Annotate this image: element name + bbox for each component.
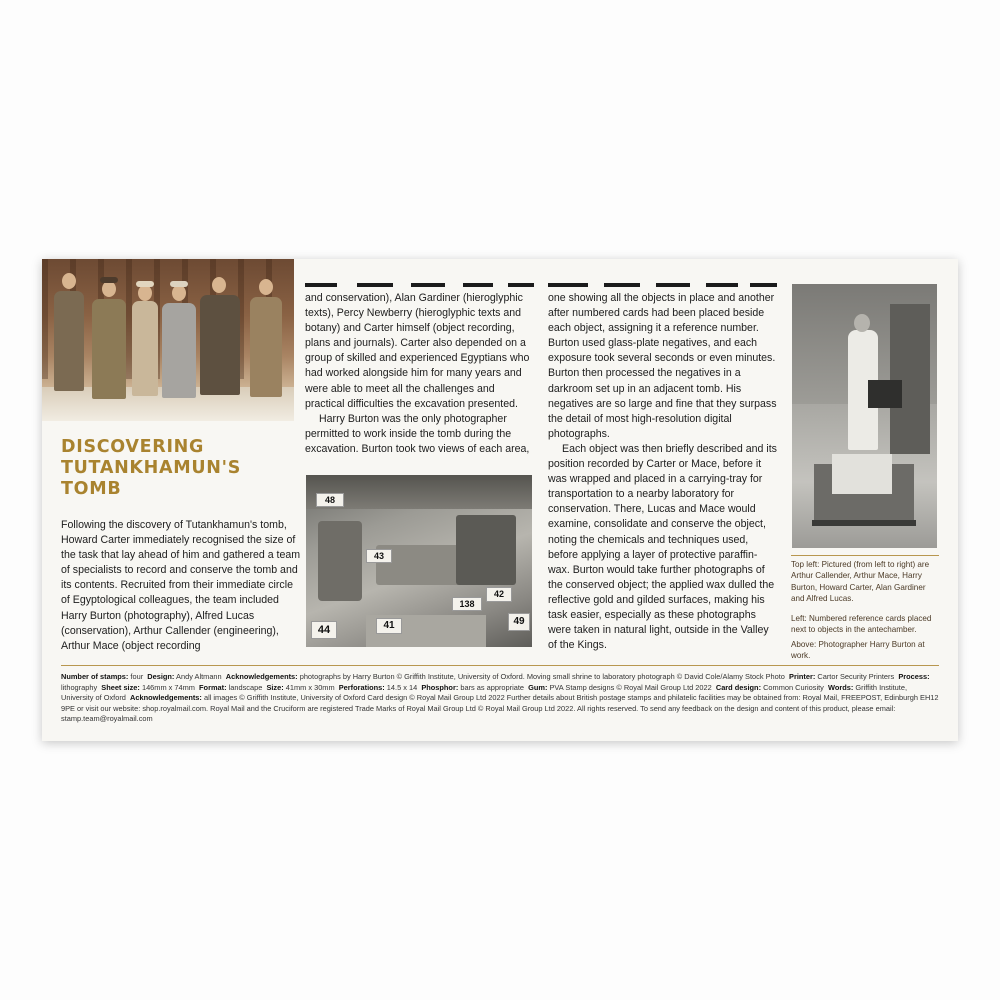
credit-label: Gum: [528, 682, 548, 692]
credit-label: Acknowledgements: [225, 672, 298, 681]
caption-left: Left: Numbered reference cards placed next to objects in the antechamber. [791, 614, 932, 635]
credits-divider [61, 665, 939, 666]
credit-value: Common Curiosity [763, 682, 824, 692]
credit-label: Design: [147, 672, 175, 681]
credit-label: Number of stamps: [61, 672, 129, 681]
credit-label: Acknowledgements: [130, 693, 202, 703]
column-2-text [305, 291, 534, 457]
presentation-card [42, 259, 958, 741]
credit-value: 14.5 x 14 [386, 682, 418, 692]
credit-value: Griffith Institute, University of Oxford [61, 682, 908, 703]
credit-label: Phosphor: [421, 682, 459, 692]
antechamber-photo [306, 475, 532, 647]
column-1-text [61, 518, 301, 654]
credit-label: Size: [266, 682, 284, 692]
credit-label: Format: [199, 682, 227, 692]
credit-value: all images © Griffith Institute, University of Oxford Card design © Royal Mail Group Ltd 2022 Further details about British postage stamps and philatelic facilities may be obtained from: Royal Mail, FREEPOST, Edinburgh EH12 9PE or visit our website: shop.royalmail.com. Royal Mail and the Cruciform are registered Trade Marks of Royal Mail Group Ltd © Royal Mail Group Ltd 2022. All rights reserved. To send any feedback on the design and content of this product, please email: stamp.team@royalmail.com [61, 693, 939, 724]
credit-value: photographs by Harry Burton © Griffith Institute, University of Oxford. Moving small shrine to laboratory photograph © David Cole/Alamy Stock Photo [299, 672, 785, 681]
reference-card: 44 [311, 621, 337, 639]
credits-block [61, 672, 941, 725]
caption-divider [791, 555, 939, 556]
team-paragraph: and conservation), Alan Gardiner (hieroglyphic texts), Percy Newberry (hieroglyphic texts and botany) and Carter himself (object recording, plans and journals). Carter also depended on a group of skilled and experienced Egyptians who had worked alongside him for many years and were able to meet all the challenges and practical difficulties the excavation presented. [305, 292, 530, 410]
credit-label: Words: [828, 682, 854, 692]
column-2-header-bars [305, 283, 534, 287]
conservation-paragraph: Each object was then briefly described and its position recorded by Carter or Mace, before it was wrapped and placed in a carrying-tray for transportation to a nearby laboratory for conservation. There, Lucas and Mace would examine, consolidate and conserve the object, noting the chemicals and techniques used, before applying a layer of protective paraffin-wax. Burton would take further photographs of the conserved object; the applied wax dulled the reflective gold and gilded surfaces, making his task easier, especially as these photographs were taken in natural light, outside in the Valley of the Kings. [548, 442, 777, 652]
credit-label: Sheet size: [101, 682, 140, 692]
credit-value: Andy Altmann [176, 672, 222, 681]
credit-label: Card design: [715, 682, 762, 692]
credit-value: 146mm x 74mm [141, 682, 195, 692]
credit-value: bars as appropriate [460, 682, 525, 692]
intro-paragraph: Following the discovery of Tutankhamun's tomb, Howard Carter immediately recognised the size of the task that lay ahead of him and gathered a team of specialists to record and conserve the tomb and its contents. Recruited from their immediate circle of Egyptological colleagues, the team included Harry Burton (photography), Alfred Lucas (conservation), Arthur Callender (engineering), Arthur Mace (object recording [61, 519, 301, 652]
credit-label: Process: [898, 672, 930, 681]
reference-card: 41 [376, 618, 402, 634]
column-3-text [548, 291, 777, 653]
burton-at-work-photo [792, 284, 937, 548]
caption-top-left: Top left: Pictured (from left to right) are Arthur Callender, Arthur Mace, Harry Burton, Howard Carter, Alan Gardiner and Alfred Lucas. [791, 560, 930, 604]
page-title: DISCOVERING TUTANKHAMUN'S TOMB [61, 437, 241, 499]
caption-above: Above: Photographer Harry Burton at work. [791, 640, 925, 661]
credit-label: Printer: [789, 672, 816, 681]
negatives-paragraph: one showing all the objects in place and another after numbered cards had been placed beside each object, assigning it a reference number. Burton used glass-plate negatives, and each exposure took several seconds or even minutes. Burton then processed the negatives in a darkroom set up in an adjacent tomb. His negatives are so large and fine that they surpass the detail of most high-resolution digital photographs. [548, 292, 777, 440]
reference-card: 43 [366, 549, 392, 563]
credit-label: Perforations: [338, 682, 385, 692]
team-group-photo [42, 259, 294, 421]
credit-value: landscape [228, 682, 263, 692]
reference-card: 42 [486, 587, 512, 602]
credit-value: four [130, 672, 144, 681]
burton-paragraph: Harry Burton was the only photographer permitted to work inside the tomb during the excavation. Burton took two views of each area, [305, 412, 530, 455]
column-3-header-bars [548, 283, 777, 287]
credit-value: lithography [61, 682, 98, 692]
reference-card: 49 [508, 613, 530, 631]
reference-card: 48 [316, 493, 344, 507]
credit-value: 41mm x 30mm [285, 682, 335, 692]
reference-card: 138 [452, 597, 482, 611]
credit-value: Cartor Security Printers [817, 672, 895, 681]
credit-value: PVA Stamp designs © Royal Mail Group Ltd 2022 [549, 682, 712, 692]
